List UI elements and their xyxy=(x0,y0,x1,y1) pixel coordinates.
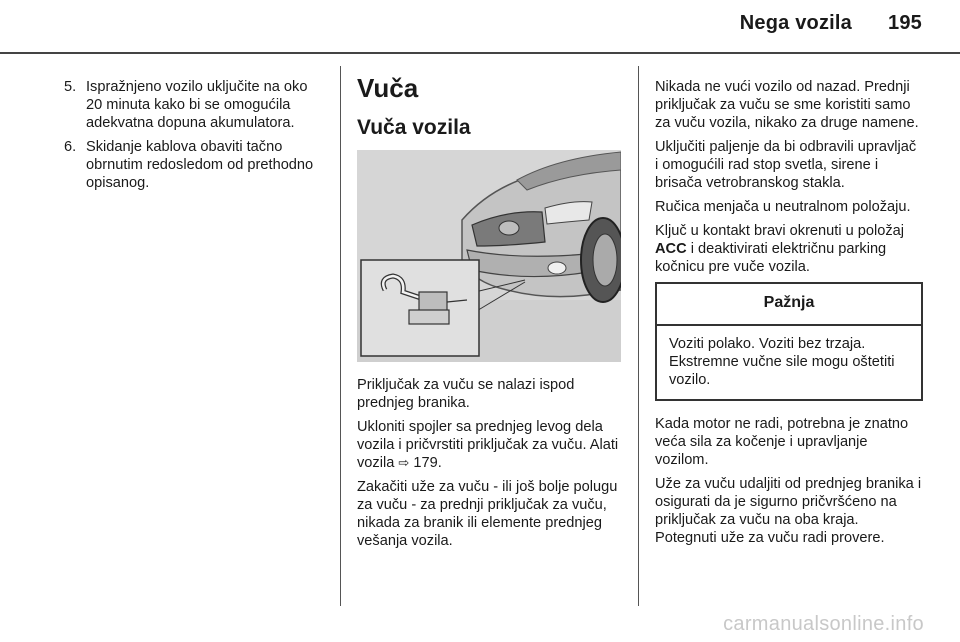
subsection-heading: Vuča vozila xyxy=(357,116,471,139)
warning-title: Pažnja xyxy=(657,284,921,326)
header-divider xyxy=(0,52,960,54)
car-front-illustration xyxy=(357,150,621,362)
steps-list xyxy=(64,78,314,192)
column-3 xyxy=(655,78,923,553)
page-header xyxy=(740,12,922,35)
list-item xyxy=(64,138,314,192)
paragraph-end: . xyxy=(437,455,442,471)
page-title: Nega vozila xyxy=(739,12,853,34)
column-2 xyxy=(357,73,625,556)
page-reference[interactable]: 179 xyxy=(413,455,438,471)
step-text: Ispražnjeno vozilo uključite na oko 20 minuta kako bi se omogućila adekvatna dopuna akumulatora. xyxy=(86,79,308,131)
step-text: Skidanje kablova obaviti tačno obrnutim redosledom od prethodno opisanog. xyxy=(86,139,314,191)
watermark: carmanualsonline.info xyxy=(723,613,924,635)
paragraph: Kada motor ne radi, potrebna je znatno veća sila za kočenje i upravljanje vozilom. xyxy=(655,416,909,468)
section-heading: Vuča xyxy=(357,73,419,103)
paragraph xyxy=(357,418,625,472)
paragraph: Ručica menjača u neutralnom položaju. xyxy=(655,199,911,215)
paragraph: Priključak za vuču se nalazi ispod prednjeg branika. xyxy=(357,377,575,411)
paragraph-text: Ključ u kontakt bravi okrenuti u položaj xyxy=(655,223,905,239)
page-number: 195 xyxy=(888,12,922,34)
paragraph: Nikada ne vući vozilo od nazad. Prednji priključak za vuču se sme koristiti samo za vuču vozila, nikako za druge namene. xyxy=(655,79,919,131)
warning-body: Voziti polako. Voziti bez trzaja. Ekstremne vučne sile mogu oštetiti vozilo. xyxy=(669,336,895,388)
paragraph: Uključiti paljenje da bi odbravili upravljač i omogućili rad stop svetla, sirene i brisača vetrobranskog stakla. xyxy=(655,139,917,191)
paragraph-text: Ukloniti spojler sa prednjeg levog dela vozila i pričvrstiti priključak za vuču. Alati vozila xyxy=(357,419,619,471)
paragraph: Uže za vuču udaljiti od prednjeg branika i osigurati da je sigurno pričvršćeno na priključak za vuču na oba kraja. Potegnuti uže za vuču radi provere. xyxy=(655,476,922,546)
paragraph xyxy=(655,222,923,276)
tow-eye-photo xyxy=(357,150,621,362)
step-number: 6. xyxy=(64,139,77,155)
column-divider xyxy=(340,66,341,606)
warning-box xyxy=(655,282,923,401)
list-item xyxy=(64,78,314,132)
column-1 xyxy=(64,78,314,198)
paragraph: Zakačiti uže za vuču - ili još bolje polugu za vuču - za prednji priključak za vuču, nikada za branik ili elemente prednjeg vešanja vozila. xyxy=(357,479,618,549)
page-reference-arrow-icon: ⇨ xyxy=(398,455,410,470)
ignition-position-label: ACC xyxy=(655,241,687,257)
paragraph-text: i deaktivirati električnu parking kočnicu pre vuče vozila. xyxy=(655,241,887,275)
column-divider xyxy=(638,66,639,606)
step-number: 5. xyxy=(64,79,77,95)
